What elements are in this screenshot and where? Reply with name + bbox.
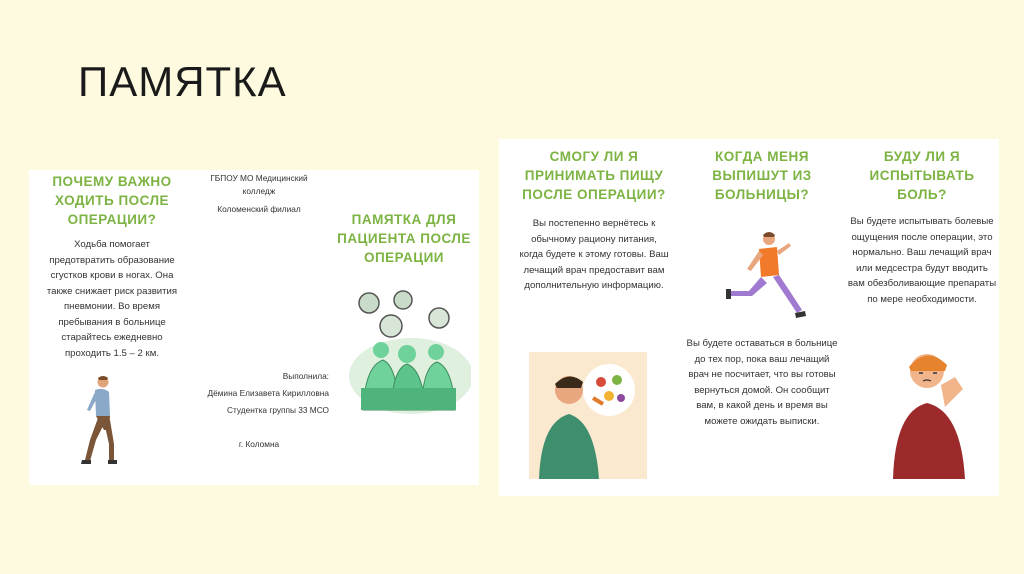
discharge-column xyxy=(687,147,837,204)
performed-by-label: Выполнила: xyxy=(282,371,329,381)
institution-name: ГБПОУ МО Медицинский колледж xyxy=(210,173,308,196)
food-column xyxy=(519,147,669,294)
pain-heading: БУДУ ЛИ Я ИСПЫТЫВАТЬ БОЛЬ? xyxy=(869,149,975,202)
eating-man-illustration xyxy=(529,352,647,479)
student-group: Студентка группы 33 МСО xyxy=(227,405,329,415)
walking-heading: ПОЧЕМУ ВАЖНО ХОДИТЬ ПОСЛЕ ОПЕРАЦИИ? xyxy=(52,174,172,227)
city-block xyxy=(209,438,309,451)
author-block xyxy=(189,370,329,417)
brochure-inner-side xyxy=(499,139,999,496)
food-heading: СМОГУ ЛИ Я ПРИНИМАТЬ ПИЩУ ПОСЛЕ ОПЕРАЦИИ? xyxy=(522,149,666,202)
walking-man-illustration xyxy=(79,374,119,469)
pain-text: Вы будете испытывать болевые ощущения после операции, это нормально. Ваш лечащий врач или медсестра будут вводить вам обезболивающие препараты по мере необходимости. xyxy=(847,216,997,305)
discharge-text-block xyxy=(685,336,839,429)
discharge-heading: КОГДА МЕНЯ ВЫПИШУТ ИЗ БОЛЬНИЦЫ? xyxy=(712,149,812,202)
pain-column xyxy=(847,147,997,307)
author-name: Дёмина Елизавета Кирилловна xyxy=(207,388,329,398)
branch-name: Коломенский филиал xyxy=(217,204,301,214)
surgeons-illustration xyxy=(341,288,471,416)
running-man-illustration xyxy=(721,229,811,324)
city-name: г. Коломна xyxy=(238,439,280,449)
brochure-title-column xyxy=(334,210,474,267)
walking-text: Ходьба помогает предотвратить образование сгустков крови в ногах. Она также снижает риск развития пневмонии. Во время пребывания в больнице старайтесь ежедневно проходить 1.5 – 2 км. xyxy=(46,239,178,359)
brochure-title: ПАМЯТКА ДЛЯ ПАЦИЕНТА ПОСЛЕ ОПЕРАЦИИ xyxy=(337,212,471,265)
slide-title: ПАМЯТКА xyxy=(78,58,287,105)
brochure-outer-side xyxy=(29,170,479,485)
worried-man-illustration xyxy=(889,349,969,479)
discharge-text: Вы будете оставаться в больнице до тех пор, пока ваш лечащий врач не посчитает, что вы готовы вернуться домой. Он сообщит вам, в какой день и время вы можете ожидать выписки. xyxy=(686,338,838,427)
walking-column xyxy=(37,172,187,361)
title-page-column xyxy=(194,172,324,216)
food-text: Вы постепенно вернётесь к обычному рациону питания, когда будете к этому готовы. Ваш лечащий врач предоставит вам дополнительную информацию. xyxy=(519,218,669,291)
